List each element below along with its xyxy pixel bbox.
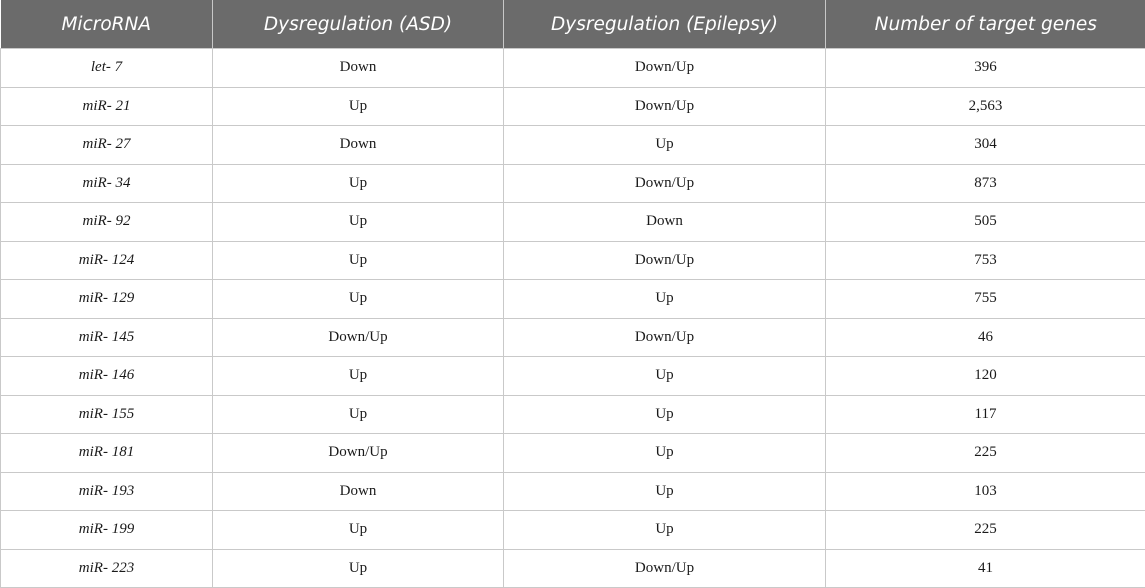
header-row <box>1 0 1145 49</box>
cell-dysregulation-epilepsy: Up <box>504 472 826 511</box>
cell-dysregulation-epilepsy: Down/Up <box>504 49 826 88</box>
cell-dysregulation-epilepsy: Down/Up <box>504 87 826 126</box>
table-row <box>1 87 1145 126</box>
table-row <box>1 472 1145 511</box>
cell-dysregulation-epilepsy: Down/Up <box>504 164 826 203</box>
cell-microrna: miR- 193 <box>1 472 213 511</box>
cell-target-genes: 753 <box>826 241 1145 280</box>
cell-target-genes: 396 <box>826 49 1145 88</box>
cell-target-genes: 304 <box>826 126 1145 165</box>
cell-microrna: miR- 27 <box>1 126 213 165</box>
cell-dysregulation-asd: Up <box>213 87 504 126</box>
cell-dysregulation-asd: Up <box>213 203 504 242</box>
cell-microrna: miR- 21 <box>1 87 213 126</box>
cell-dysregulation-epilepsy: Down <box>504 203 826 242</box>
cell-dysregulation-epilepsy: Up <box>504 357 826 396</box>
table-row <box>1 280 1145 319</box>
cell-target-genes: 2,563 <box>826 87 1145 126</box>
table-row <box>1 164 1145 203</box>
table-row <box>1 49 1145 88</box>
cell-microrna: miR- 129 <box>1 280 213 319</box>
cell-target-genes: 755 <box>826 280 1145 319</box>
cell-dysregulation-asd: Up <box>213 164 504 203</box>
cell-dysregulation-asd: Up <box>213 357 504 396</box>
cell-dysregulation-asd: Down/Up <box>213 434 504 473</box>
table-row <box>1 241 1145 280</box>
cell-microrna: miR- 155 <box>1 395 213 434</box>
table-row <box>1 434 1145 473</box>
cell-target-genes: 225 <box>826 511 1145 550</box>
cell-target-genes: 117 <box>826 395 1145 434</box>
header-dysregulation-epilepsy: Dysregulation (Epilepsy) <box>504 0 826 49</box>
cell-dysregulation-asd: Up <box>213 395 504 434</box>
cell-dysregulation-asd: Up <box>213 241 504 280</box>
table-row <box>1 203 1145 242</box>
table-row <box>1 357 1145 396</box>
cell-microrna: let- 7 <box>1 49 213 88</box>
cell-dysregulation-epilepsy: Up <box>504 280 826 319</box>
table-row <box>1 318 1145 357</box>
cell-dysregulation-epilepsy: Up <box>504 395 826 434</box>
cell-dysregulation-epilepsy: Down/Up <box>504 549 826 588</box>
cell-dysregulation-asd: Down <box>213 49 504 88</box>
cell-microrna: miR- 223 <box>1 549 213 588</box>
cell-microrna: miR- 34 <box>1 164 213 203</box>
cell-dysregulation-asd: Down <box>213 472 504 511</box>
cell-target-genes: 46 <box>826 318 1145 357</box>
cell-microrna: miR- 199 <box>1 511 213 550</box>
header-microrna: MicroRNA <box>1 0 213 49</box>
cell-dysregulation-epilepsy: Up <box>504 126 826 165</box>
cell-dysregulation-epilepsy: Down/Up <box>504 318 826 357</box>
cell-target-genes: 225 <box>826 434 1145 473</box>
cell-dysregulation-epilepsy: Down/Up <box>504 241 826 280</box>
cell-microrna: miR- 124 <box>1 241 213 280</box>
cell-dysregulation-asd: Up <box>213 511 504 550</box>
cell-dysregulation-asd: Down <box>213 126 504 165</box>
cell-microrna: miR- 145 <box>1 318 213 357</box>
cell-dysregulation-epilepsy: Up <box>504 511 826 550</box>
cell-dysregulation-epilepsy: Up <box>504 434 826 473</box>
header-dysregulation-asd: Dysregulation (ASD) <box>213 0 504 49</box>
table-row <box>1 511 1145 550</box>
cell-target-genes: 41 <box>826 549 1145 588</box>
cell-target-genes: 103 <box>826 472 1145 511</box>
cell-microrna: miR- 181 <box>1 434 213 473</box>
table-row <box>1 549 1145 588</box>
cell-dysregulation-asd: Down/Up <box>213 318 504 357</box>
cell-dysregulation-asd: Up <box>213 280 504 319</box>
cell-target-genes: 505 <box>826 203 1145 242</box>
cell-target-genes: 873 <box>826 164 1145 203</box>
cell-microrna: miR- 146 <box>1 357 213 396</box>
cell-dysregulation-asd: Up <box>213 549 504 588</box>
cell-target-genes: 120 <box>826 357 1145 396</box>
table-row <box>1 126 1145 165</box>
cell-microrna: miR- 92 <box>1 203 213 242</box>
header-number-of-target-genes: Number of target genes <box>826 0 1145 49</box>
table-row <box>1 395 1145 434</box>
